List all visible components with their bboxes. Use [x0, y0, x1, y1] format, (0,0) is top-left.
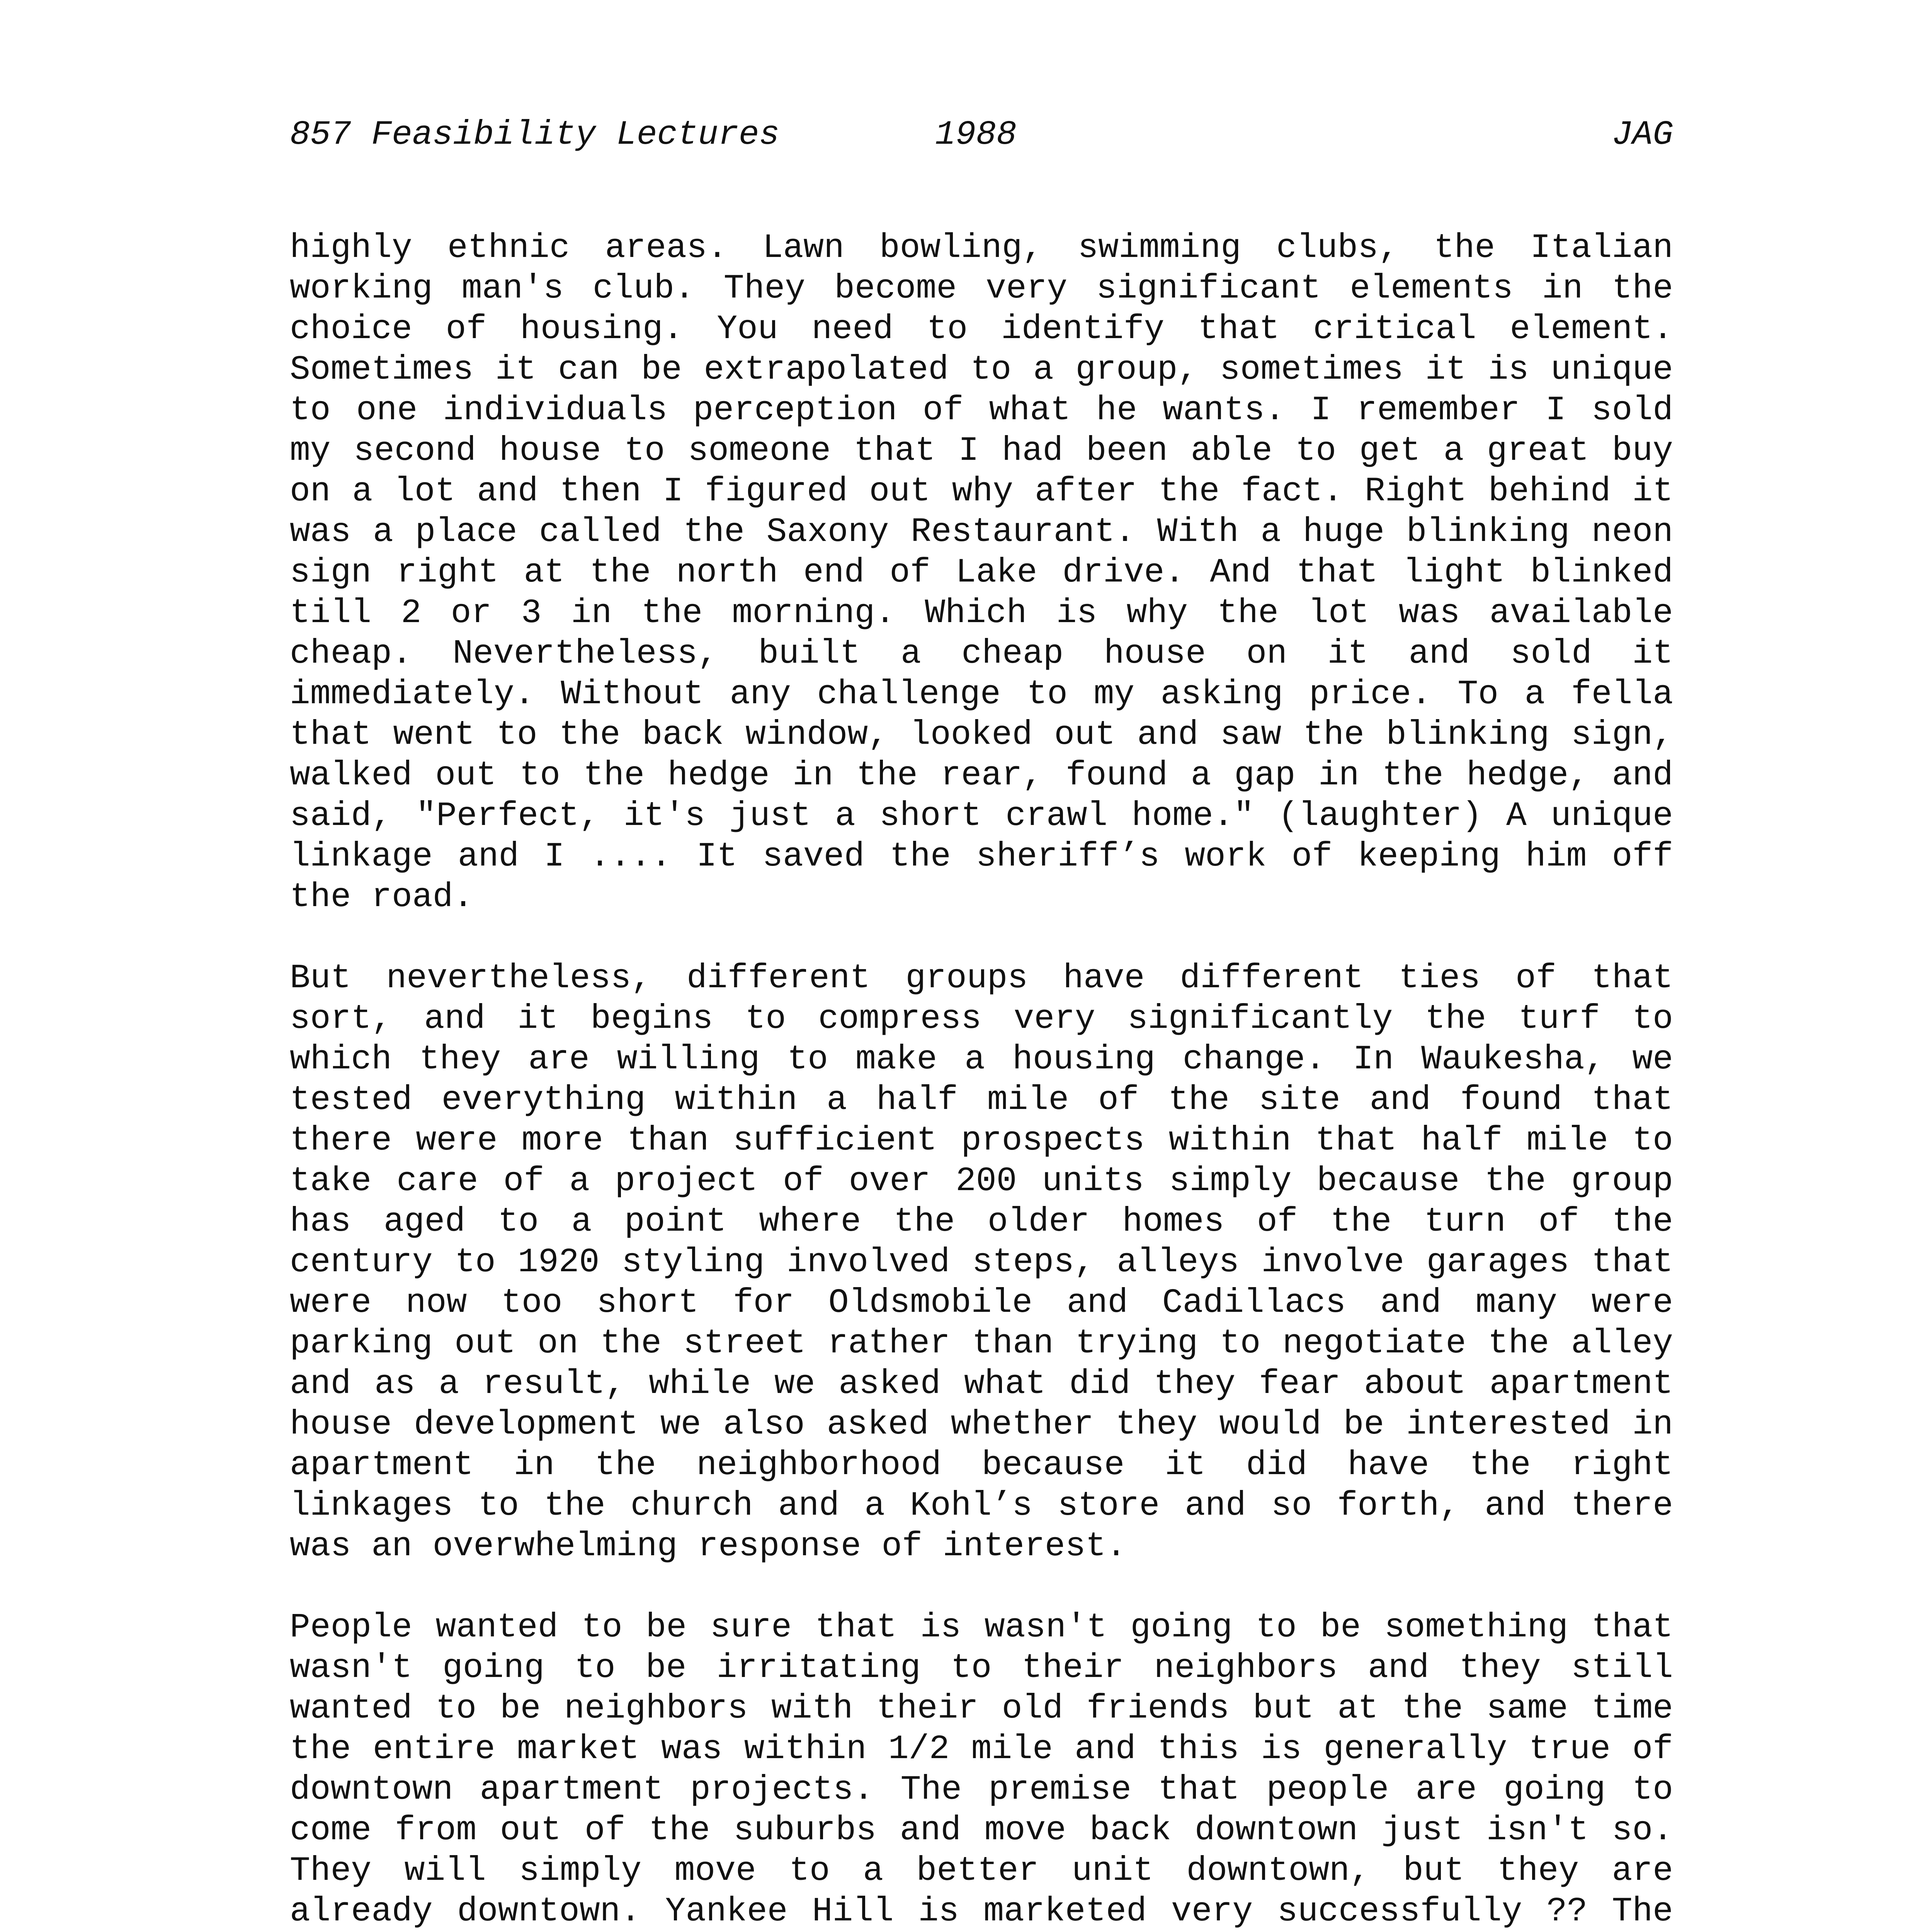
lecture-text	[290, 228, 1673, 1932]
header-course-title: 857 Feasibility Lectures	[290, 116, 780, 154]
running-header	[290, 110, 1673, 160]
paragraph-1: highly ethnic areas. Lawn bowling, swimming clubs, the Italian working man's club. They become very significant elements in the choice of housing. You need to identify that critical element. Sometimes it can be extrapolated to a group, sometimes it is unique to one individuals perception of what he wants. I remember I sold my second house to someone that I had been able to get a great buy on a lot and then I figured out why after the fact. Right behind it was a place called the Saxony Restaurant. With a huge blinking neon sign right at the north end of Lake drive. And that light blinked till 2 or 3 in the morning. Which is why the lot was available cheap. Nevertheless, built a cheap house on it and sold it immediately. Without any challenge to my asking price. To a fella that went to the back window, looked out and saw the blinking sign, walked out to the hedge in the rear, found a gap in the hedge, and said, "Perfect, it's just a short crawl home." (laughter) A unique linkage and I .... It saved the sheriff’s work of keeping him off the road.	[290, 229, 1673, 917]
paragraph-2: But nevertheless, different groups have different ties of that sort, and it begins to compress very significantly the turf to which they are willing to make a housing change. In Waukesha, we tested everything within a half mile of the site and found that there were more than sufficient prospects within that half mile to take care of a project of over 200 units simply because the group has aged to a point where the older homes of the turn of the century to 1920 styling involved steps, alleys involve garages that were now too short for Oldsmobile and Cadillacs and many were parking out on the street rather than trying to negotiate the alley and as a result, while we asked what did they fear about apartment house development we also asked whether they would be interested in apartment in the neighborhood because it did have the right linkages to the church and a Kohl’s store and so forth, and there was an overwhelming response of interest.	[290, 959, 1673, 1566]
paragraph-3: People wanted to be sure that is wasn't going to be something that wasn't going to be irritating to their neighbors and they still wanted to be neighbors with their old friends but at the same time the entire market was within 1/2 mile and this is generally true of downtown apartment projects. The premise that people are going to come from out of the suburbs and move back downtown just isn't so. They will simply move to a better unit downtown, but they are already downtown. Yankee Hill is marketed very successfully ?? The	[290, 1609, 1673, 1931]
header-year: 1988	[935, 116, 1017, 154]
header-author-initials: JAG	[1612, 116, 1673, 154]
